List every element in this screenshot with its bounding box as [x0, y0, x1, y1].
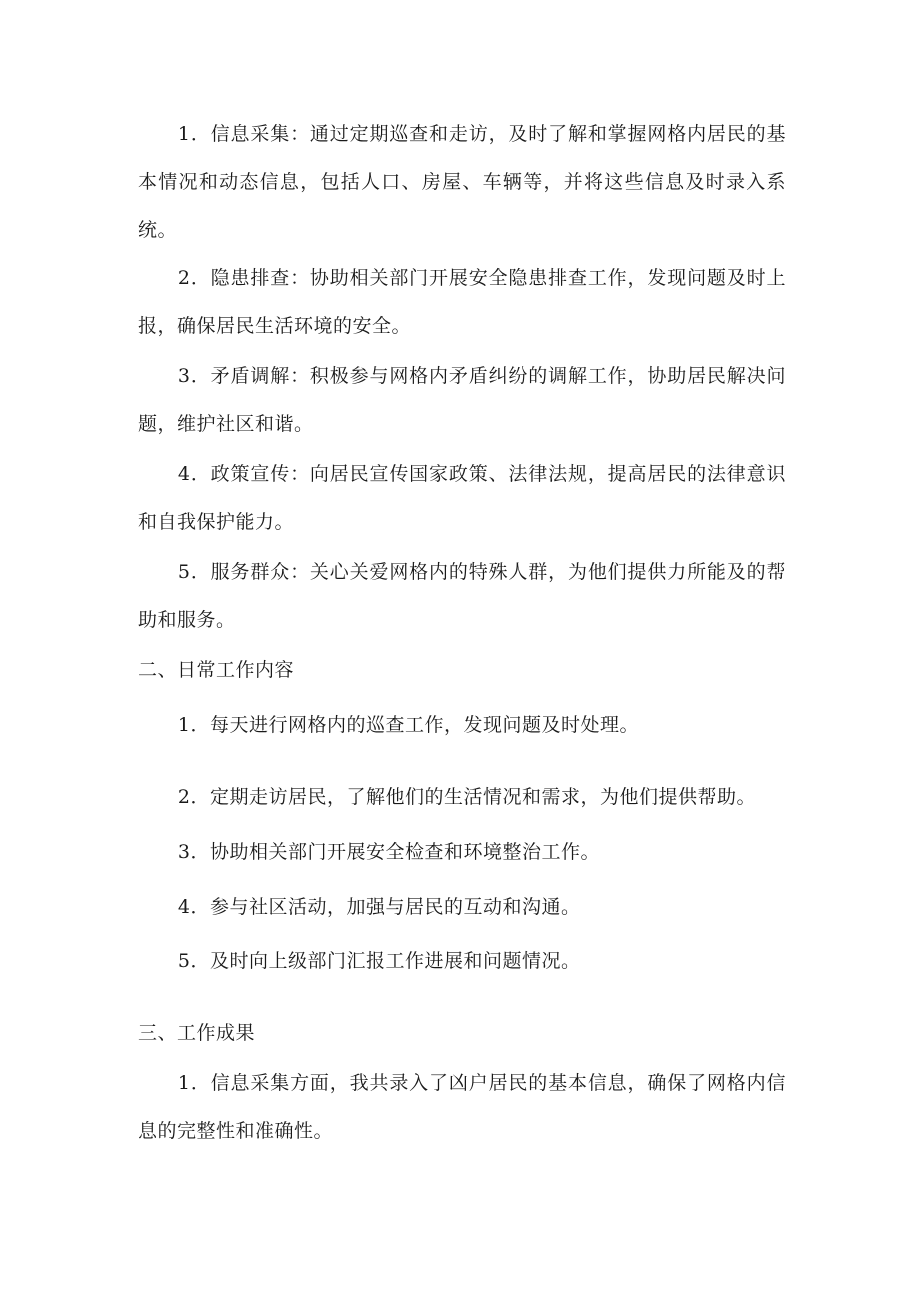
item-text: ．信息采集：通过定期巡查和走访，及时了解和掌握网格内居民的基本情况和动态信息，包括人口、房屋、车辆等，并将这些信息及时录入系统。 [138, 123, 786, 241]
item-text: ．服务群众：关心关爱网格内的特殊人群，为他们提供力所能及的帮助和服务。 [138, 561, 786, 631]
item-text: ．参与社区活动，加强与居民的互动和沟通。 [190, 896, 581, 918]
section2-item-1 [138, 701, 786, 749]
section3-item-1 [138, 1059, 786, 1155]
section3-heading: 三、工作成果 [138, 1022, 256, 1044]
item-number: 5 [177, 561, 191, 583]
section1-item-5 [138, 548, 786, 644]
section2-item-5 [138, 937, 786, 985]
item-number: 1 [177, 1072, 191, 1094]
section2-item-4 [138, 883, 786, 931]
item-number: 1 [177, 123, 191, 145]
section2-heading: 二、日常工作内容 [138, 659, 295, 681]
item-number: 2 [177, 267, 191, 289]
item-number: 4 [177, 463, 191, 485]
item-number: 1 [177, 714, 191, 736]
item-text: ．信息采集方面，我共录入了凶户居民的基本信息，确保了网格内信息的完整性和准确性。 [138, 1072, 786, 1142]
section2-item-3 [138, 828, 786, 876]
item-number: 4 [177, 896, 191, 918]
section1-item-4 [138, 450, 786, 546]
item-number: 3 [177, 365, 191, 387]
item-text: ．协助相关部门开展安全检查和环境整治工作。 [190, 841, 600, 863]
item-text: ．及时向上级部门汇报工作进展和问题情况。 [190, 950, 581, 972]
section2-item-2 [138, 773, 786, 821]
item-text: ．矛盾调解：积极参与网格内矛盾纠纷的调解工作，协助居民解决问题，维护社区和谐。 [138, 365, 786, 435]
section1-item-2 [138, 254, 786, 350]
section1-item-3 [138, 352, 786, 448]
item-text: ．定期走访居民，了解他们的生活情况和需求，为他们提供帮助。 [190, 786, 756, 808]
item-text: ．政策宣传：向居民宣传国家政策、法律法规，提高居民的法律意识和自我保护能力。 [138, 463, 786, 533]
item-text: ．隐患排查：协助相关部门开展安全隐患排查工作，发现问题及时上报，确保居民生活环境的安全。 [138, 267, 786, 337]
item-number: 5 [177, 950, 191, 972]
item-number: 2 [177, 786, 191, 808]
item-number: 3 [177, 841, 191, 863]
section1-item-1 [138, 110, 786, 254]
item-text: ．每天进行网格内的巡查工作，发现问题及时处理。 [190, 714, 639, 736]
